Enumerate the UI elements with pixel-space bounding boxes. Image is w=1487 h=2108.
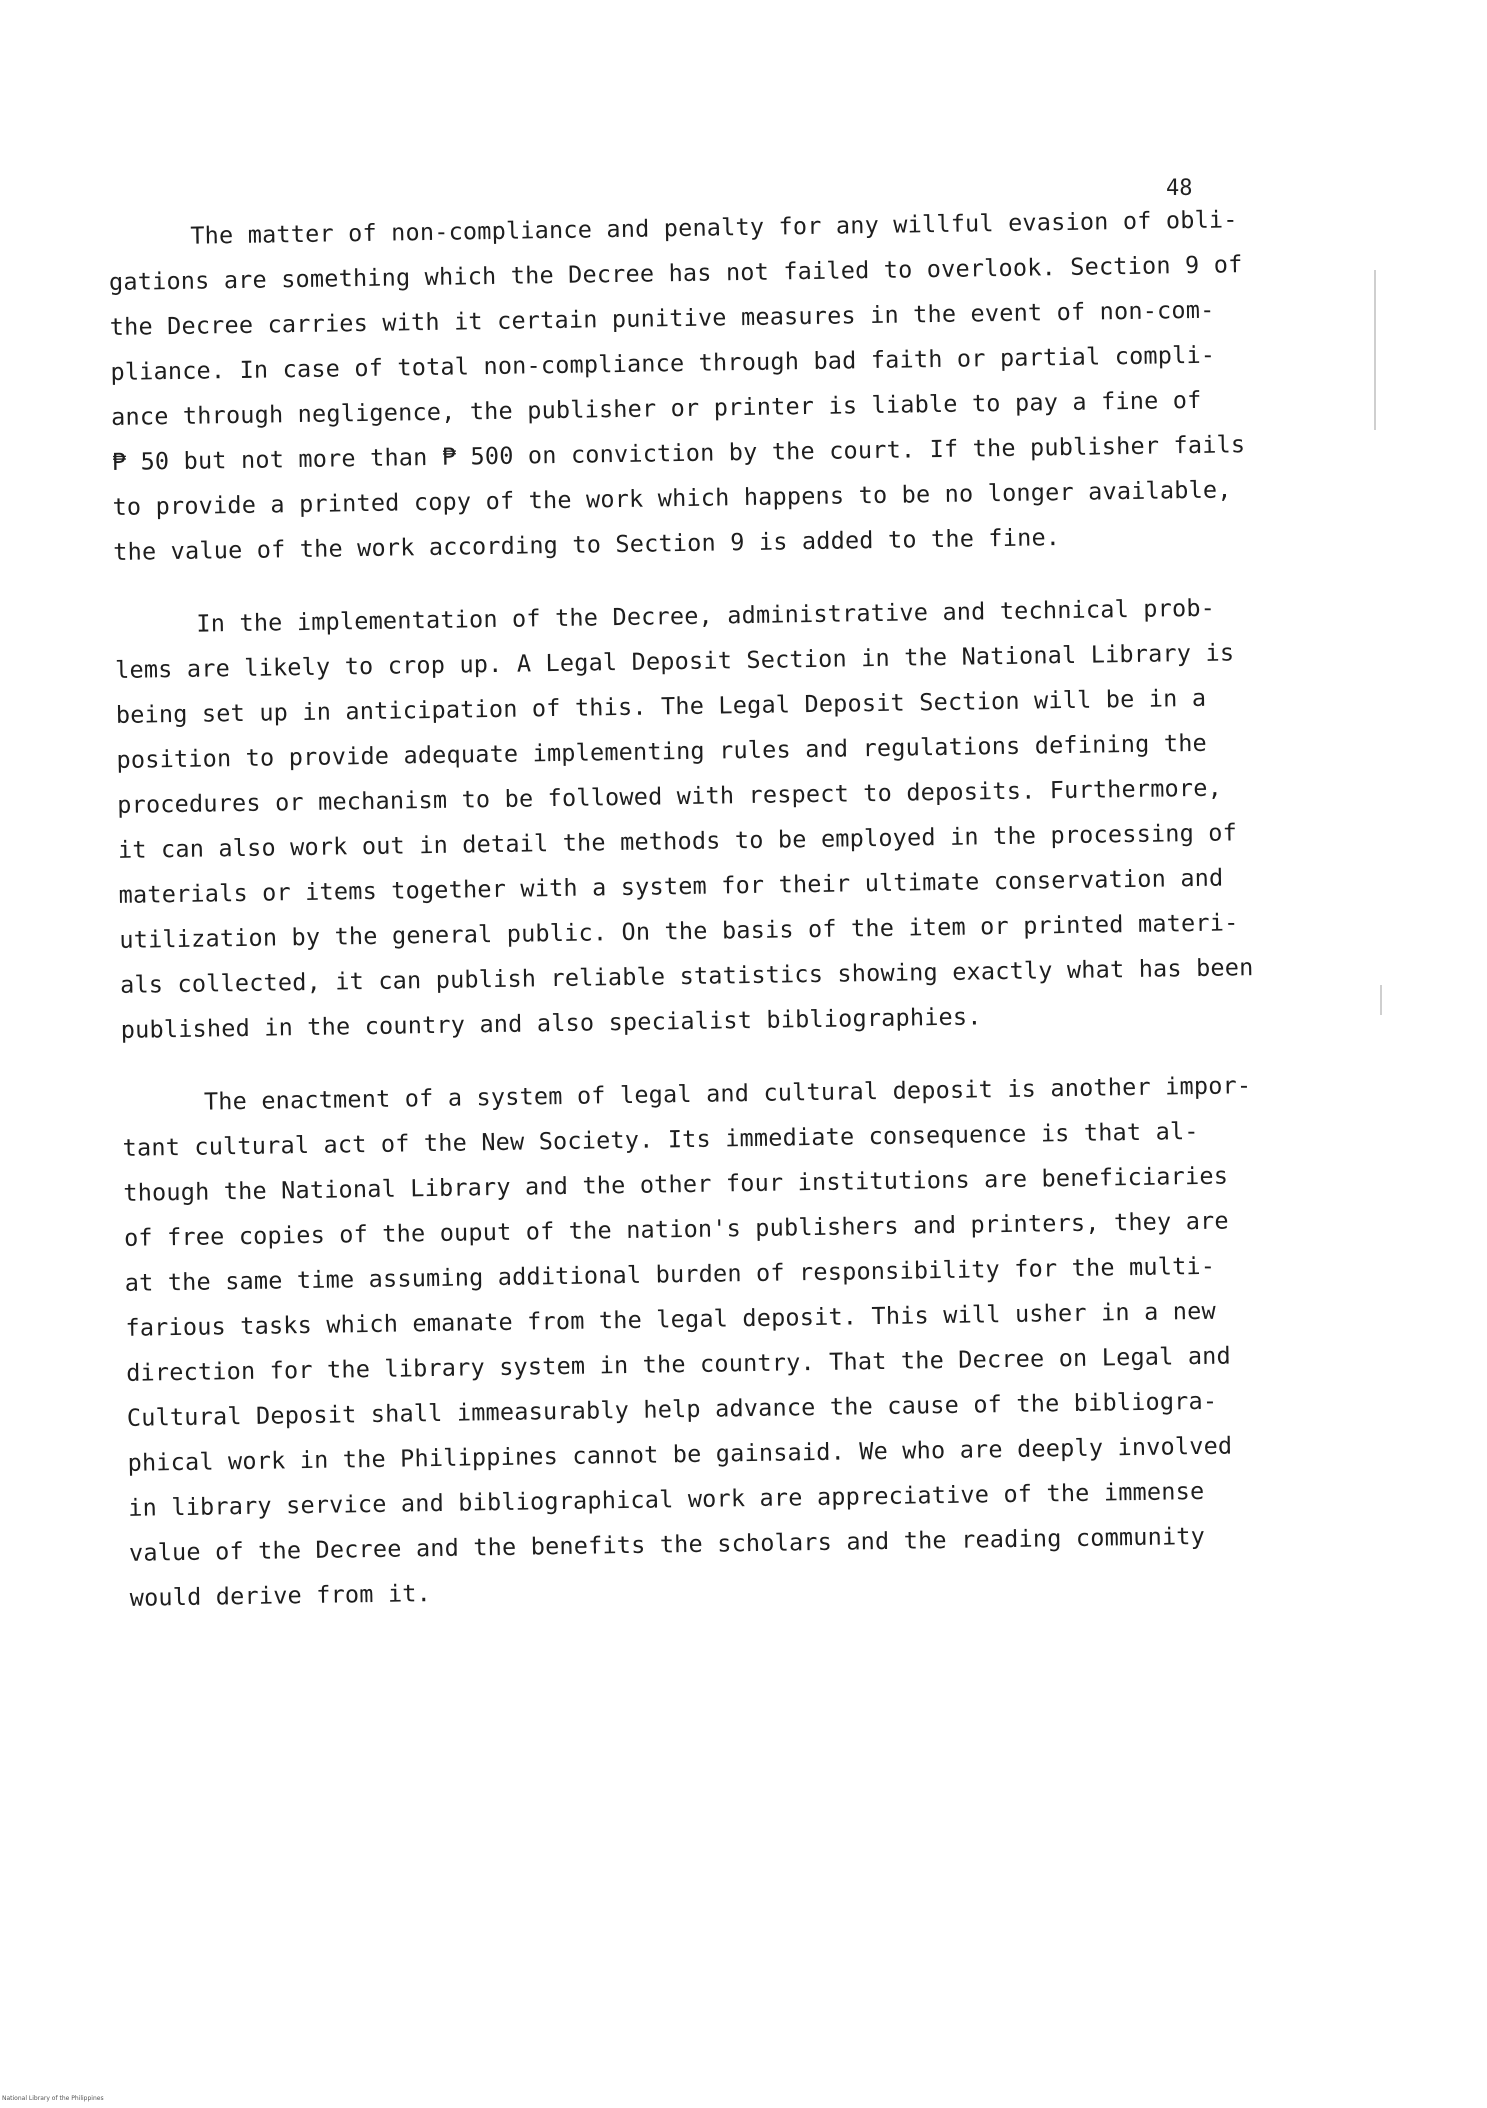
scan-footer-stamp: National Library of the Philippines bbox=[2, 2095, 104, 2102]
text-line: in library service and bibliographical work are appreciative of the immense bbox=[128, 1476, 1205, 1522]
text-line: als collected, it can publish reliable statistics showing exactly what has been bbox=[119, 953, 1254, 999]
text-line: published in the country and also specialist bibliographies. bbox=[120, 1002, 982, 1044]
text-line: position to provide adequate implementing rules and regulations defining the bbox=[116, 728, 1208, 774]
text-line: Cultural Deposit shall immeasurably help advance the cause of the bibliogra- bbox=[126, 1386, 1218, 1432]
text-line: value of the Decree and the benefits the scholars and the reading community bbox=[128, 1521, 1206, 1567]
text-line: ₱ 50 but not more than ₱ 500 on conviction by the court. If the publisher fails bbox=[111, 430, 1246, 476]
text-line: the Decree carries with it certain punitive measures in the event of non-com- bbox=[109, 295, 1215, 341]
text-line: farious tasks which emanate from the legal deposit. This will usher in a new bbox=[125, 1296, 1217, 1342]
text-line: gations are something which the Decree has not failed to overlook. Section 9 of bbox=[108, 250, 1243, 296]
text-line: procedures or mechanism to be followed with respect to deposits. Furthermore, bbox=[117, 773, 1223, 819]
text-line: In the implementation of the Decree, administrative and technical prob- bbox=[196, 593, 1216, 638]
margin-mark bbox=[1374, 270, 1376, 430]
text-line: would derive from it. bbox=[129, 1579, 432, 1612]
text-line: of free copies of the ouput of the nation's publishers and printers, they are bbox=[123, 1206, 1229, 1252]
text-line: though the National Library and the other four institutions are beneficiaries bbox=[123, 1161, 1229, 1207]
text-line: the value of the work according to Section 9 is added to the fine. bbox=[113, 523, 1061, 566]
text-line: lems are likely to crop up. A Legal Deposit Section in the National Library is bbox=[114, 638, 1235, 684]
text-line: utilization by the general public. On the basis of the item or printed materi- bbox=[119, 908, 1239, 954]
text-line: at the same time assuming additional burden of responsibility for the multi- bbox=[124, 1251, 1216, 1297]
text-line: materials or items together with a system for their ultimate conservation and bbox=[118, 863, 1224, 909]
text-line: direction for the library system in the country. That the Decree on Legal and bbox=[125, 1341, 1232, 1387]
paragraph-implementation bbox=[114, 584, 1321, 1053]
text-line: being set up in anticipation of this. The Legal Deposit Section will be in a bbox=[115, 683, 1207, 729]
text-line: ance through negligence, the publisher or printer is liable to pay a fine of bbox=[110, 385, 1202, 431]
text-line: The enactment of a system of legal and cultural deposit is another impor- bbox=[203, 1071, 1252, 1116]
margin-mark-small bbox=[1380, 985, 1382, 1015]
paragraph-penalty bbox=[108, 196, 1314, 575]
text-line: tant cultural act of the New Society. Its immediate consequence is that al- bbox=[122, 1116, 1199, 1162]
text-line: to provide a printed copy of the work which happens to be no longer available, bbox=[112, 475, 1232, 521]
text-line: pliance. In case of total non-compliance through bad faith or partial compli- bbox=[110, 340, 1216, 386]
text-line: The matter of non-compliance and penalty for any willful evasion of obli- bbox=[190, 205, 1238, 250]
text-line: it can also work out in detail the methods to be employed in the processing of bbox=[117, 818, 1238, 864]
body-text bbox=[108, 196, 1330, 1649]
page-number: 48 bbox=[1166, 176, 1193, 201]
text-line: phical work in the Philippines cannot be gainsaid. We who are deeply involved bbox=[127, 1431, 1233, 1477]
paragraph-enactment bbox=[122, 1062, 1330, 1621]
